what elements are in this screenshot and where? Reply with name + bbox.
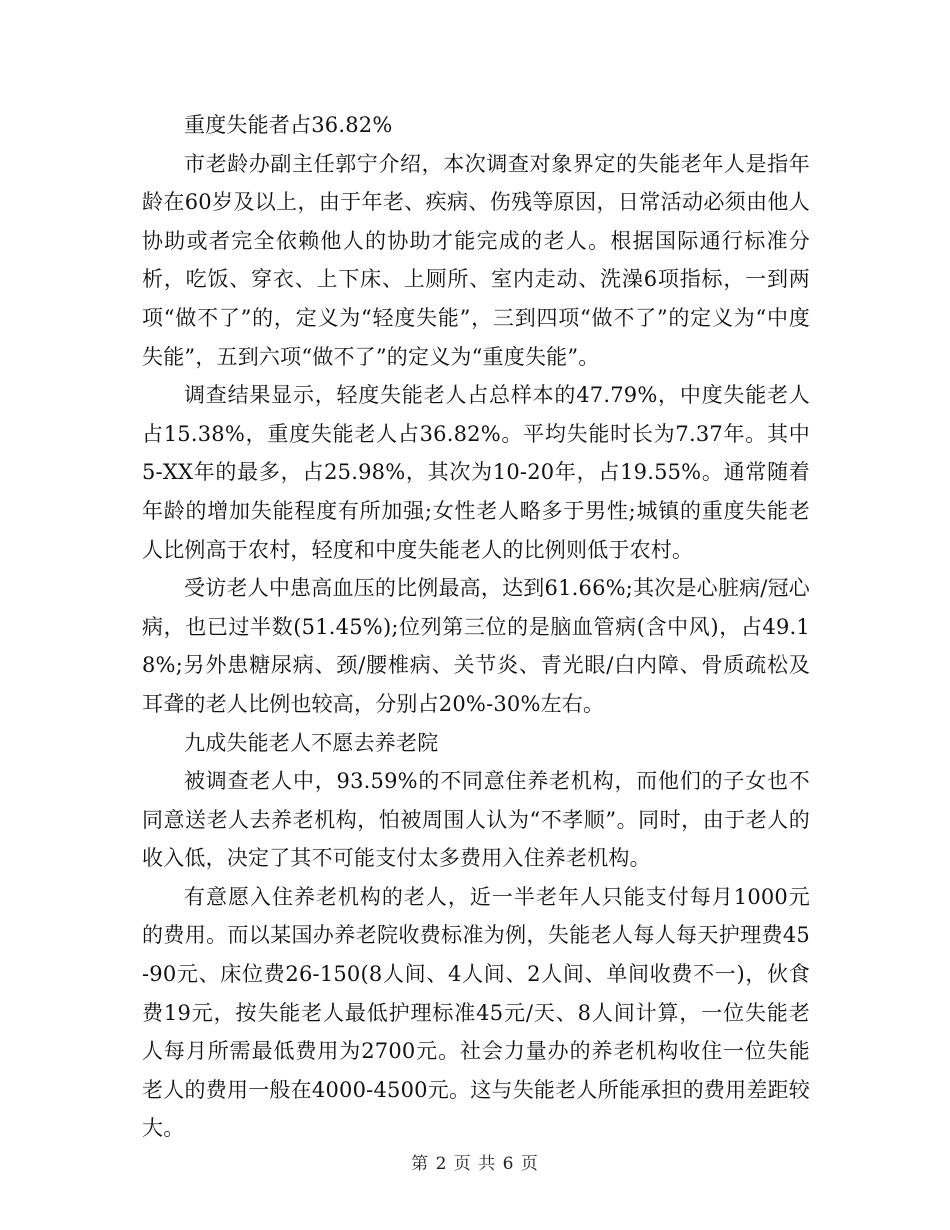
section-heading-nursing-home: 九成失能老人不愿去养老院 — [184, 730, 439, 755]
paragraph-costs: 有意愿入住养老机构的老人，近一半老年人只能支付每月1000元的费用。而以某国办养老院收费标准为例，失能老人每人每天护理费45-90元、床位费26-150(8人间、4人间、2人间、单间收费不一)，伙食费19元，按失能老人最低护理标准45元/天、8人间计算，一位失能老人每月所需最低费用为2700元。社会力量办的养老机构收住一位失能老人的费用一般在4000-4500元。这与失能老人所能承担的费用差距较大。 — [142, 884, 810, 1141]
paragraph-survey-results: 调查结果显示，轻度失能老人占总样本的47.79%，中度失能老人占15.38%，重度失能老人占36.82%。平均失能时长为7.37年。其中5-XX年的最多，占25.98%，其次为10-20年，占19.55%。通常随着年龄的增加失能程度有所加强;女性老人略多于男性;城镇的重度失能老人比例高于农村，轻度和中度失能老人的比例则低于农村。 — [142, 383, 810, 562]
paragraph-definition: 市老龄办副主任郭宁介绍，本次调查对象界定的失能老年人是指年龄在60岁及以上，由于年老、疾病、伤残等原因，日常活动必须由他人协助或者完全依赖他人的协助才能完成的老人。根据国际通行标准分析，吃饭、穿衣、上下床、上厕所、室内走动、洗澡6项指标，一到两项“做不了”的，定义为“轻度失能”，三到四项“做不了”的定义为“中度失能”，五到六项“做不了”的定义为“重度失能”。 — [142, 151, 810, 369]
paragraph-unwilling: 被调查老人中，93.59%的不同意住养老机构，而他们的子女也不同意送老人去养老机构，怕被周围人认为“不孝顺”。同时，由于老人的收入低，决定了其不可能支付太多费用入住养老机构。 — [142, 769, 810, 871]
page-number-footer: 第 2 页 共 6 页 — [411, 1154, 539, 1174]
document-body — [142, 106, 810, 1148]
paragraph-diseases: 受访老人中患高血压的比例最高，达到61.66%;其次是心脏病/冠心病，也已过半数(51.45%);位列第三位的是脑血管病(含中风)，占49.18%;另外患糖尿病、颈/腰椎病、关节炎、青光眼/白内障、骨质疏松及耳聋的老人比例也较高，分别占20%-30%左右。 — [142, 576, 810, 716]
section-heading-severe-disability: 重度失能者占36.82% — [184, 113, 393, 137]
